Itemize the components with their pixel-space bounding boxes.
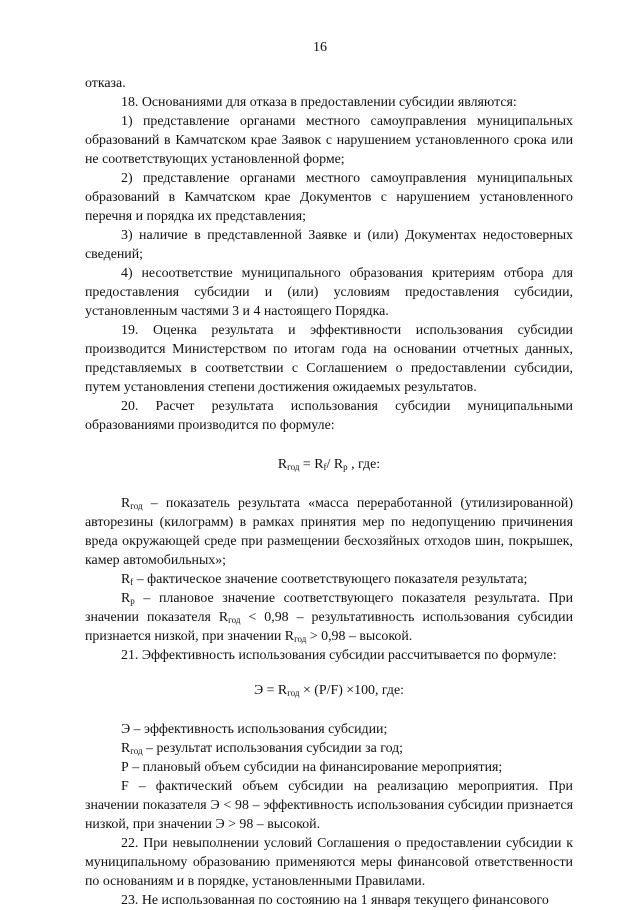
clause-18: 18. Основаниями для отказа в предоставлении субсидии являются: (121, 95, 517, 110)
clause-22: 22. При невыполнении условий Соглашения о предоставлении субсидии к муниципальному образованию применяются меры финансовой ответственности по основаниям и в порядке, установленными Правилами. (85, 836, 573, 889)
clause-20: 20. Расчет результата использования субсидии муниципальными образованиями производится по формуле: (85, 399, 573, 433)
clause-19: 19. Оценка результата и эффективности использования субсидии производится Министерством по итогам года на основании отчетных данных, представляемых в соответствии с Соглашением о предоставлении субсидии, путем установления степени достижения ожидаемых результатов. (85, 323, 573, 395)
list-item: 2) представление органами местного самоуправления муниципальных образований в Камчатском крае Документов с нарушением установленного перечня и порядка их представления; (85, 171, 573, 224)
spacer (85, 474, 573, 494)
clause-21: 21. Эффективность использования субсидии рассчитывается по формуле: (121, 648, 557, 663)
definition-r-f: $R_f$ – фактическое значение соответствующего показателя результата; (121, 572, 528, 587)
definition-r-god: $R_{год}$ – показатель результата «масса переработанной (утилизированной) авторезины (килограмм) в рамках принятия мер по недопущению причинения вреда окружающей среде при размещении бесхозяйных отходов шин, покрышек, камер автомобильных»; (85, 496, 573, 568)
list-item: 1) представление органами местного самоуправления муниципальных образований в Камчатском крае Заявок с нарушением установленного срока или не соответствующих установленной форме; (85, 114, 573, 167)
spacer (85, 665, 573, 681)
spacer (85, 435, 573, 455)
clause-23: 23. Не использованная по состоянию на 1 января текущего финансового (121, 893, 549, 908)
paragraph: отказа. (85, 76, 126, 91)
definition-p: Р – плановый объем субсидии на финансирование мероприятия; (121, 760, 503, 775)
definition-r-p: $R_p$ – плановое значение соответствующего показателя результата. При значении показателя $R_{год} < 0,98$ – результативность использования субсидии признается низкой, при значении $R_{год} > 0,98$ – высокой. (85, 591, 574, 644)
list-item: 3) наличие в представленной Заявке и (или) Документах недостоверных сведений; (85, 228, 573, 262)
result-formula: $R_{год} = R_f/$ $R_p$ , где: (277, 457, 381, 472)
list-item: 4) несоответствие муниципального образования критериям отбора для предоставления субсидии и (или) условиям предоставления субсидии, установленным частями 3 и 4 настоящего Порядка. (85, 266, 573, 319)
efficiency-formula: $Э = R_{год} \times (P/F) \times 100$, где: (253, 683, 405, 698)
page-number: 16 (313, 40, 327, 55)
document-body (85, 74, 573, 910)
definition-e: Э – эффективность использования субсидии; (121, 722, 388, 737)
definition-f: F – фактический объем субсидии на реализацию мероприятия. При значении показателя Э < 98 – эффективность использования субсидии признается низкой, при значении Э > 98 – высокой. (85, 779, 573, 832)
definition-r-god-result: $R_{год}$ – результат использования субсидии за год; (121, 741, 404, 756)
spacer (85, 700, 573, 720)
